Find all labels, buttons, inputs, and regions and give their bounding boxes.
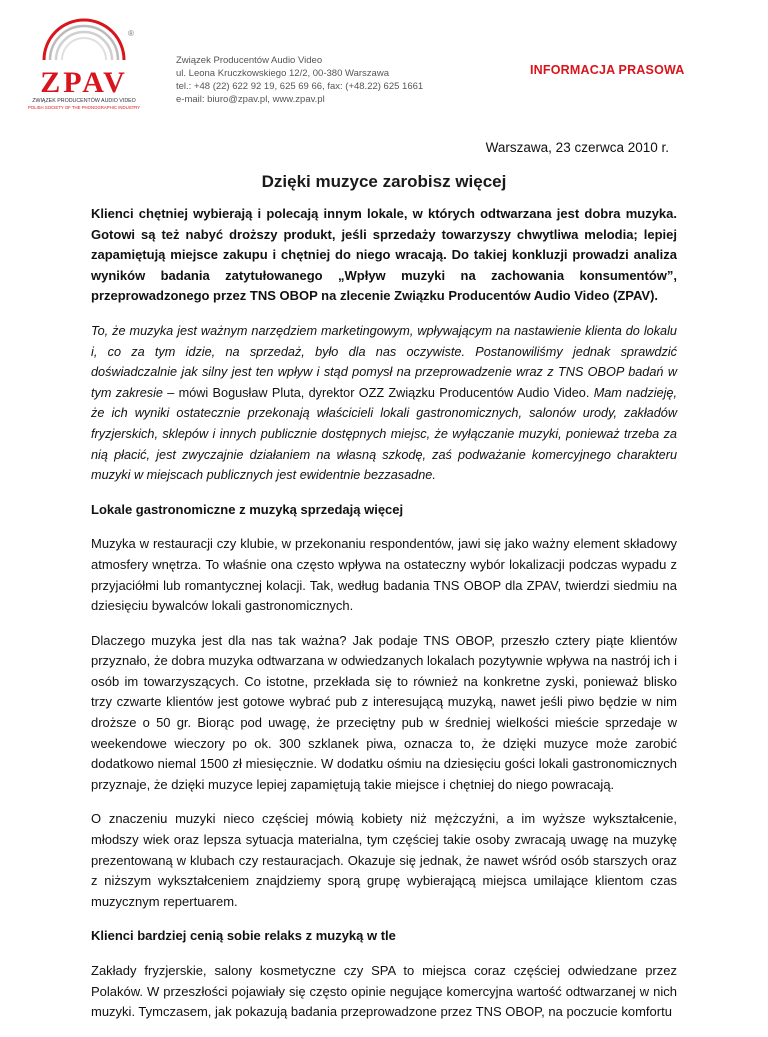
org-address: ul. Leona Kruczkowskiego 12/2, 00-380 Warszawa — [176, 68, 389, 79]
quote-paragraph — [91, 321, 677, 486]
zpav-logo-graphic — [26, 18, 146, 118]
lead-paragraph: Klienci chętniej wybierają i polecają innym lokale, w których odtwarzana jest dobra muzyka. Gotowi są też nabyć droższy produkt, jeśli sprzedaży towarzyszy chwytliwa melodia; lepiej zapamiętują miejsce zakupu i chętniej do niego wracają. Do takiej konkluzji prowadzi analiza wyników badania zatytułowanego „Wpływ muzyki na zachowania konsumentów”, przeprowadzonego przez TNS OBOP na zlecenie Związku Producentów Audio Video (ZPAV). — [91, 206, 677, 304]
body-paragraph: Zakłady fryzjerskie, salony kosmetyczne czy SPA to miejsca coraz częściej odwiedzane przez Polaków. W przeszłości pojawiały się często opinie negujące komercyjna wartość odtwarzanej w nich muzyki. Tymczasem, jak pokazują badania przeprowadzone przez TNS OBOP, na poczucie komfortu — [91, 963, 677, 1020]
org-phone: tel.: +48 (22) 622 92 19, 625 69 66, fax: (+48.22) 625 1661 — [176, 81, 424, 92]
section-heading-gastronomy: Lokale gastronomiczne z muzyką sprzedają więcej — [91, 501, 404, 517]
organization-contact-block — [176, 54, 423, 106]
section-heading-relax: Klienci bardziej cenią sobie relaks z muzyką w tle — [91, 928, 396, 944]
press-release-label: INFORMACJA PRASOWA — [530, 63, 685, 77]
document-body — [91, 204, 677, 1037]
body-paragraph: O znaczeniu muzyki nieco częściej mówią kobiety niż mężczyźni, a im wyższe wykształcenie, młodszy wiek oraz lepsza sytuacja materialna, tym częściej takie osoby zwracają uwagę na muzykę prezentowaną w klubach czy restauracjach. Okazuje się jednak, że nawet wśród osób starszych oraz z niższym wykształceniem znajdziemy sporą grupę wybierającą miejsca umilające klientom czas muzycznym repertuarem. — [91, 811, 677, 909]
document-title: Dzięki muzyce zarobisz więcej — [261, 172, 507, 191]
logo-subtitle-1: ZWIĄZEK PRODUCENTÓW AUDIO VIDEO — [32, 98, 136, 104]
quote-attribution: – mówi Bogusław Pluta, dyrektor OZZ Związku Producentów Audio Video. — [162, 385, 594, 400]
quote-part-2: Mam nadzieję, że ich wyniki ostatecznie przekonają właścicieli lokali gastronomicznych, salonów urody, zakładów fryzjerskich, sklepów i innych publicznie dostępnych miejsc, że wyłączanie muzyki, ponieważ trzeba za nią płacić, jest zwyczajnie działaniem na własną szkodę, zaś podważanie komercyjnego charakteru muzyki w miejscach publicznych jest ewidentnie bezzasadne. — [91, 385, 677, 483]
logo-subtitle-2: POLISH SOCIETY OF THE PHONOGRAPHIC INDUSTRY — [27, 105, 141, 110]
body-paragraph: Dlaczego muzyka jest dla nas tak ważna? Jak podaje TNS OBOP, przeszło cztery piąte klientów przyznało, że dobra muzyka odtwarzana w odwiedzanych lokalach pozytywnie wpływa na nastrój ich i osób im towarzyszących. Co istotne, przekłada się to również na konkretne zyski, ponieważ blisko trzy czwarte klientów jest gotowe wybrać pub z interesującą muzyką, nawet jeśli piwo będzie w nim droższe o 50 gr. Biorąc pod uwagę, że przeciętny pub w średniej wielkości mieście sprzedaje w weekendowe wieczory po ok. 300 szklanek piwa, oznacza to, że dzięki muzyce może zarobić dodatkowo niemal 1500 zł miesięcznie. W dodatku ośmiu na dziesięciu gości lokali gastronomicznych przyznaje, że dzięki muzyce lepiej zapamiętują takie miejsce i chętniej do niego powracają. — [91, 632, 677, 792]
org-email: e-mail: biuro@zpav.pl, www.zpav.pl — [176, 94, 325, 105]
registered-mark: ® — [128, 29, 134, 38]
body-paragraph: Muzyka w restauracji czy klubie, w przekonaniu respondentów, jawi się jako ważny element składowy atmosfery wnętrza. To właśnie ona często wpływa na ostateczny wybór lokalizacji podczas wypadu z przyjaciółmi lub romantycznej kolacji. Tak, według badania TNS OBOP dla ZPAV, twierdzi siedmiu na dziesięciu bywalców lokali gastronomicznych. — [91, 536, 677, 614]
document-date: Warszawa, 23 czerwca 2010 r. — [485, 140, 669, 155]
quote-part-1: To, że muzyka jest ważnym narzędziem marketingowym, wpływającym na nastawienie klienta do lokalu i, co za tym idzie, na sprzedaż, było dla nas oczywiste. Postanowiliśmy jednak sprawdzić doświadczalnie jak silny jest ten wpływ i stąd pomysł na przeprowadzenie wraz z TNS OBOP badań w tym zakresie — [91, 323, 677, 400]
logo-letters: ZPAV — [40, 66, 128, 99]
org-name: Związek Producentów Audio Video — [176, 55, 323, 66]
zpav-logo — [26, 18, 146, 118]
